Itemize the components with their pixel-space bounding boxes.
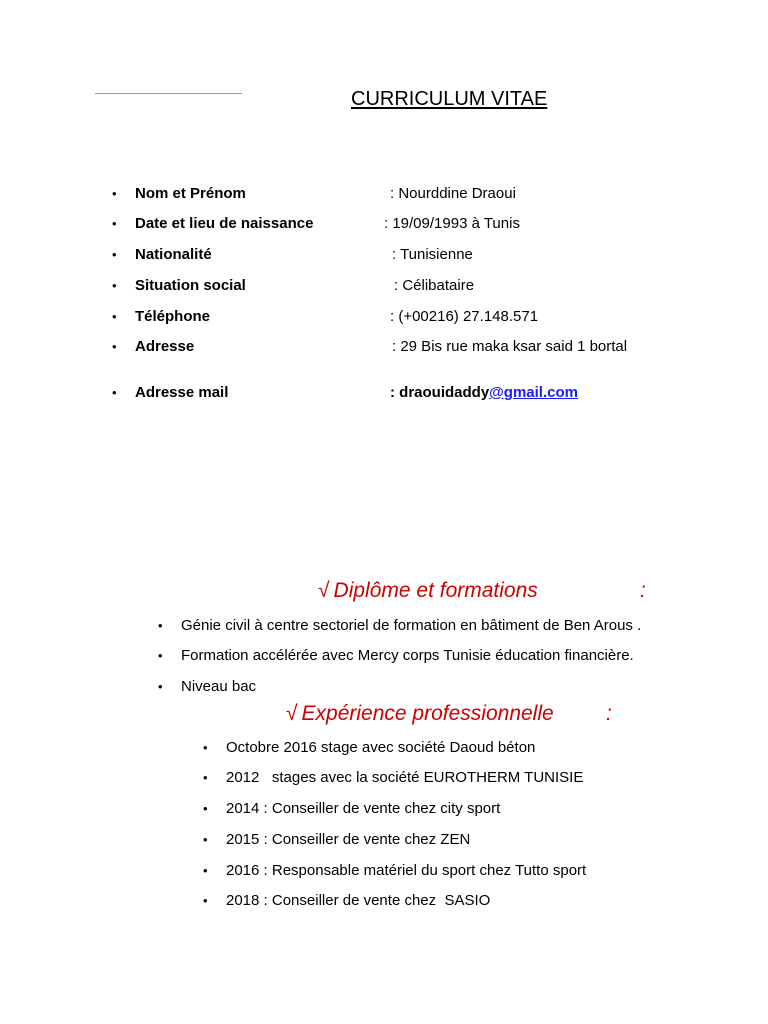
bullet: •	[203, 832, 208, 847]
bullet: •	[203, 801, 208, 816]
bullet: •	[112, 278, 117, 293]
info-label: Date et lieu de naissance	[135, 215, 314, 232]
info-row-phone	[0, 306, 768, 328]
info-row-address	[0, 336, 768, 358]
page-title: CURRICULUM VITAE	[351, 88, 548, 110]
education-heading	[318, 577, 646, 605]
list-text: Formation accélérée avec Mercy corps Tunisie éducation financière.	[181, 647, 634, 664]
bullet: •	[158, 618, 163, 633]
info-value: : 29 Bis rue maka ksar said 1 bortal	[392, 338, 628, 355]
bullet: •	[112, 247, 117, 262]
info-row-email	[0, 382, 768, 404]
info-label: Situation social	[135, 277, 246, 294]
list-item	[0, 890, 768, 912]
info-row-birth	[0, 213, 768, 235]
email-prefix: : draouidaddy	[390, 384, 490, 401]
list-item	[0, 645, 768, 667]
info-row-name	[0, 183, 768, 205]
list-item	[0, 860, 768, 882]
bullet: •	[112, 216, 117, 231]
list-item	[0, 676, 768, 698]
heading-colon: :	[606, 702, 612, 725]
info-label: Téléphone	[135, 308, 211, 325]
info-label: Adresse	[135, 338, 195, 355]
bullet: •	[112, 339, 117, 354]
experience-heading-text: Expérience professionnelle	[301, 702, 554, 725]
list-text: Octobre 2016 stage avec société Daoud béton	[226, 739, 536, 756]
list-text: 2014 : Conseiller de vente chez city sport	[226, 800, 501, 817]
bullet: •	[112, 309, 117, 324]
list-item	[0, 737, 768, 759]
email-link[interactable]: @gmail.com	[489, 384, 578, 401]
list-text: 2015 : Conseiller de vente chez ZEN	[226, 831, 471, 848]
bullet: •	[203, 893, 208, 908]
bullet: •	[158, 679, 163, 694]
info-row-nationality	[0, 244, 768, 266]
info-value: : Nourddine Draoui	[390, 185, 516, 202]
list-item	[0, 829, 768, 851]
info-value: : (+00216) 27.148.571	[390, 308, 539, 325]
info-value: : Célibataire	[394, 277, 475, 294]
check-icon: √	[318, 579, 330, 602]
list-text: 2012 stages avec la société EUROTHERM TUNISIE	[226, 769, 584, 786]
check-icon: √	[286, 702, 298, 725]
info-label: Nom et Prénom	[135, 185, 246, 202]
info-row-marital-status	[0, 275, 768, 297]
list-text: Génie civil à centre sectoriel de formation en bâtiment de Ben Arous .	[181, 617, 642, 634]
education-heading-text: Diplôme et formations	[333, 579, 538, 602]
bullet: •	[203, 770, 208, 785]
bullet: •	[158, 648, 163, 663]
bullet: •	[112, 385, 117, 400]
list-text: 2018 : Conseiller de vente chez SASIO	[226, 892, 491, 909]
info-value: : Tunisienne	[392, 246, 473, 263]
experience-heading	[286, 700, 612, 728]
bullet: •	[203, 863, 208, 878]
bullet: •	[203, 740, 208, 755]
top-rule	[95, 93, 242, 94]
list-item	[0, 615, 768, 637]
list-text: 2016 : Responsable matériel du sport chez Tutto sport	[226, 862, 587, 879]
list-item	[0, 798, 768, 820]
bullet: •	[112, 186, 117, 201]
info-value: : 19/09/1993 à Tunis	[384, 215, 520, 232]
info-label: Nationalité	[135, 246, 212, 263]
email-value	[390, 382, 578, 404]
heading-colon: :	[640, 579, 646, 602]
list-item	[0, 767, 768, 789]
info-label: Adresse mail	[135, 384, 229, 401]
list-text: Niveau bac	[181, 678, 257, 695]
